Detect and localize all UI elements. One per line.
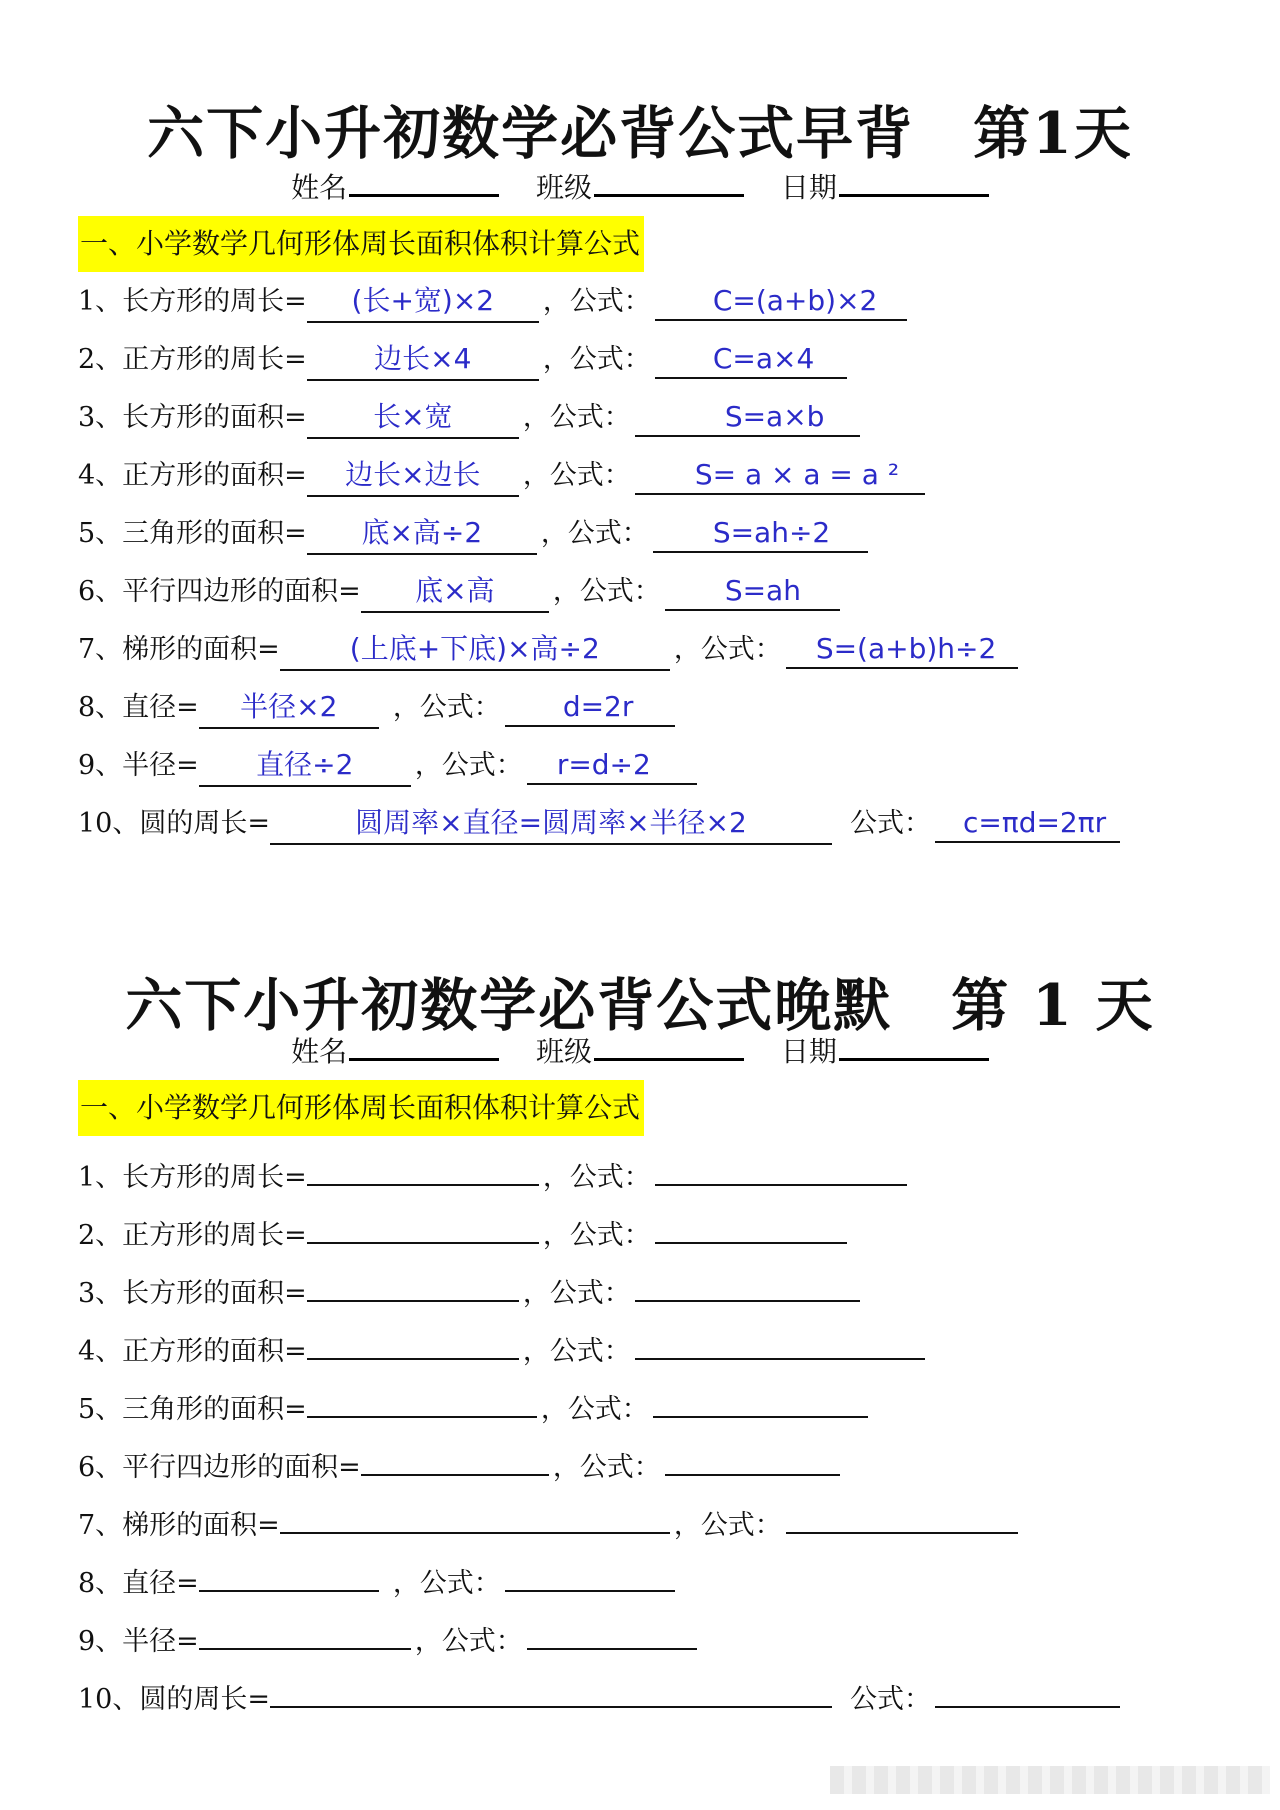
class-label: 班级 [535, 171, 592, 204]
formula-blank[interactable]: C=a×4 [655, 341, 847, 379]
formula-label: ，公式： [522, 1278, 631, 1309]
evening-item-2 [78, 1204, 847, 1251]
item-prefix: 1、长方形的周长= [78, 1162, 307, 1193]
formula-label: ，公式： [414, 750, 523, 781]
watermark-strip [830, 1766, 1270, 1794]
answer-blank[interactable] [361, 1436, 549, 1476]
answer-blank[interactable]: 长×宽 [307, 399, 519, 439]
formula-blank[interactable]: c=πd=2πr [935, 805, 1120, 843]
answer-blank[interactable]: (长+宽)×2 [307, 283, 539, 323]
item-prefix: 2、正方形的周长= [78, 1220, 307, 1251]
class-field[interactable] [536, 166, 744, 206]
formula-label: ，公式： [542, 1220, 651, 1251]
morning-item-7 [78, 630, 1018, 670]
evening-item-9 [78, 1610, 697, 1657]
morning-item-3 [78, 398, 860, 438]
answer-blank[interactable] [307, 1204, 539, 1244]
answer-blank[interactable] [307, 1378, 537, 1418]
morning-item-6 [78, 572, 840, 612]
evening-student-info [0, 1030, 1280, 1070]
formula-label: ，公式： [673, 634, 782, 665]
item-prefix: 6、平行四边形的面积= [78, 1452, 361, 1483]
answer-blank[interactable] [307, 1320, 519, 1360]
answer-blank[interactable]: 底×高÷2 [307, 515, 537, 555]
name-blank[interactable] [349, 168, 499, 197]
morning-item-5 [78, 514, 868, 554]
class-label: 班级 [535, 1035, 592, 1068]
formula-blank[interactable] [635, 1262, 860, 1302]
formula-blank[interactable]: S=a×b [635, 399, 860, 437]
formula-label: ，公式： [522, 402, 631, 433]
item-prefix: 5、三角形的面积= [78, 518, 307, 549]
item-prefix: 8、直径= [78, 692, 199, 723]
item-prefix: 3、长方形的面积= [78, 1278, 307, 1309]
evening-item-1 [78, 1146, 907, 1193]
formula-label: ，公式： [542, 286, 651, 317]
formula-label: ，公式： [392, 1568, 501, 1599]
item-prefix: 7、梯形的面积= [78, 634, 280, 665]
answer-blank[interactable] [307, 1146, 539, 1186]
item-prefix: 2、正方形的周长= [78, 344, 307, 375]
formula-blank[interactable] [935, 1668, 1120, 1708]
answer-blank[interactable] [199, 1610, 411, 1650]
name-label: 姓名 [291, 1035, 348, 1068]
item-prefix: 5、三角形的面积= [78, 1394, 307, 1425]
morning-item-2 [78, 340, 847, 380]
item-prefix: 9、半径= [78, 750, 199, 781]
formula-blank[interactable] [786, 1494, 1018, 1534]
item-prefix: 8、直径= [78, 1568, 199, 1599]
name-label: 姓名 [291, 171, 348, 204]
formula-label: 公式： [849, 808, 931, 839]
item-prefix: 9、半径= [78, 1626, 199, 1657]
morning-item-10 [78, 804, 1120, 844]
morning-item-9 [78, 746, 697, 786]
formula-label: ，公式： [540, 1394, 649, 1425]
formula-blank[interactable]: d=2r [505, 689, 675, 727]
formula-label: 公式： [849, 1684, 931, 1715]
evening-item-7 [78, 1494, 1018, 1541]
answer-blank[interactable]: 圆周率×直径=圆周率×半径×2 [270, 805, 832, 845]
formula-label: ，公式： [542, 344, 651, 375]
evening-item-10 [78, 1668, 1120, 1715]
evening-item-6 [78, 1436, 840, 1483]
formula-blank[interactable] [655, 1204, 847, 1244]
morning-item-8 [78, 688, 675, 728]
class-blank[interactable] [594, 1032, 744, 1061]
morning-student-info [0, 166, 1280, 206]
date-blank[interactable] [839, 1032, 989, 1061]
formula-label: ，公式： [673, 1510, 782, 1541]
answer-blank[interactable] [307, 1262, 519, 1302]
name-blank[interactable] [349, 1032, 499, 1061]
formula-label: ，公式： [522, 460, 631, 491]
formula-label: ，公式： [552, 576, 661, 607]
date-field[interactable] [781, 166, 989, 206]
formula-label: ，公式： [392, 692, 501, 723]
formula-label: ，公式： [542, 1162, 651, 1193]
item-prefix: 10、圆的周长= [78, 1684, 270, 1715]
evening-item-3 [78, 1262, 860, 1309]
item-prefix: 1、长方形的周长= [78, 286, 307, 317]
formula-blank[interactable]: S=ah÷2 [653, 515, 868, 553]
item-prefix: 4、正方形的面积= [78, 460, 307, 491]
evening-section-heading: 一、小学数学几何形体周长面积体积计算公式 [78, 1080, 644, 1136]
answer-blank[interactable] [199, 1552, 379, 1592]
formula-blank[interactable] [505, 1552, 675, 1592]
formula-blank[interactable]: r=d÷2 [527, 747, 697, 785]
answer-blank[interactable]: 底×高 [361, 573, 549, 613]
evening-title: 六下小升初数学必背公式晚默 第 1 天 [125, 972, 1155, 1039]
evening-item-4 [78, 1320, 925, 1367]
date-label: 日期 [780, 171, 837, 204]
answer-blank[interactable] [270, 1668, 832, 1708]
formula-label: ，公式： [540, 518, 649, 549]
formula-blank[interactable] [527, 1610, 697, 1650]
date-blank[interactable] [839, 168, 989, 197]
item-prefix: 4、正方形的面积= [78, 1336, 307, 1367]
item-prefix: 3、长方形的面积= [78, 402, 307, 433]
date-label: 日期 [780, 1035, 837, 1068]
item-prefix: 10、圆的周长= [78, 808, 270, 839]
formula-blank[interactable]: S=(a+b)h÷2 [786, 631, 1018, 669]
formula-label: ，公式： [552, 1452, 661, 1483]
name-field[interactable] [291, 1030, 499, 1070]
item-prefix: 7、梯形的面积= [78, 1510, 280, 1541]
answer-blank[interactable]: 边长×边长 [307, 457, 519, 497]
formula-label: ，公式： [414, 1626, 523, 1657]
answer-blank[interactable]: 边长×4 [307, 341, 539, 381]
name-field[interactable] [291, 166, 499, 206]
formula-blank[interactable] [653, 1378, 868, 1418]
morning-section-heading: 一、小学数学几何形体周长面积体积计算公式 [78, 216, 644, 272]
evening-item-8 [78, 1552, 675, 1599]
answer-blank[interactable] [280, 1494, 670, 1534]
class-blank[interactable] [594, 168, 744, 197]
formula-blank[interactable]: S= a × a = a ² [635, 457, 925, 495]
answer-blank[interactable]: 半径×2 [199, 689, 379, 729]
formula-blank[interactable] [635, 1320, 925, 1360]
formula-blank[interactable]: S=ah [665, 573, 840, 611]
class-field[interactable] [536, 1030, 744, 1070]
formula-blank[interactable]: C=(a+b)×2 [655, 283, 907, 321]
morning-title: 六下小升初数学必背公式早背 第1天 [147, 100, 1133, 167]
item-prefix: 6、平行四边形的面积= [78, 576, 361, 607]
answer-blank[interactable]: 直径÷2 [199, 747, 411, 787]
date-field[interactable] [781, 1030, 989, 1070]
evening-item-5 [78, 1378, 868, 1425]
morning-item-4 [78, 456, 925, 496]
morning-item-1 [78, 282, 907, 322]
answer-blank[interactable]: (上底+下底)×高÷2 [280, 631, 670, 671]
formula-blank[interactable] [665, 1436, 840, 1476]
formula-blank[interactable] [655, 1146, 907, 1186]
formula-label: ，公式： [522, 1336, 631, 1367]
